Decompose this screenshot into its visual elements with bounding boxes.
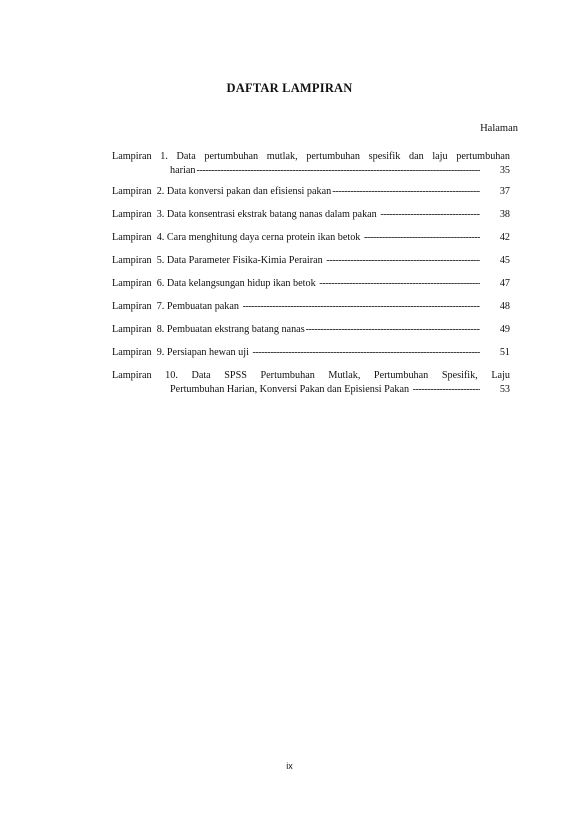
appendix-entry-4 bbox=[112, 231, 510, 245]
entry-page-number: 38 bbox=[499, 209, 510, 220]
entry-page-number: 47 bbox=[499, 278, 510, 289]
entry-text: Lampiran 2. Data konversi pakan dan efisiensi pakan bbox=[112, 186, 332, 197]
page-number-footer: ix bbox=[286, 761, 293, 771]
entry-text-line-1: Lampiran 1. Data pertumbuhan mutlak, pertumbuhan spesifik dan laju pertumbuhan bbox=[112, 151, 510, 162]
dot-leader bbox=[332, 185, 480, 199]
entry-text: Lampiran 7. Pembuatan pakan bbox=[112, 301, 242, 312]
page-column-header: Halaman bbox=[480, 123, 518, 134]
entry-page-number: 45 bbox=[499, 255, 510, 266]
entry-page-number: 48 bbox=[499, 301, 510, 312]
entry-text: Lampiran 8. Pembuatan ekstrang batang nanas bbox=[112, 324, 305, 335]
appendix-entry-7 bbox=[112, 300, 510, 314]
appendix-entry-2 bbox=[112, 185, 510, 199]
dot-leader bbox=[319, 277, 480, 291]
dot-leader bbox=[326, 254, 480, 268]
entry-text-line-2: Pertumbuhan Harian, Konversi Pakan dan Episiensi Pakan bbox=[170, 384, 412, 395]
dot-leader bbox=[380, 208, 480, 222]
dot-leader bbox=[252, 346, 480, 360]
entry-text-line-1: Lampiran 10. Data SPSS Pertumbuhan Mutlak, Pertumbuhan Spesifik, Laju bbox=[112, 370, 510, 381]
appendix-entry-6 bbox=[112, 277, 510, 291]
appendix-entry-10 bbox=[112, 369, 510, 397]
entry-page-number: 35 bbox=[499, 165, 510, 176]
entry-page-number: 51 bbox=[499, 347, 510, 358]
appendix-entry-1 bbox=[112, 150, 510, 178]
entry-page-number: 49 bbox=[499, 324, 510, 335]
dot-leader bbox=[243, 300, 480, 314]
appendix-entry-5 bbox=[112, 254, 510, 268]
appendix-entry-3 bbox=[112, 208, 510, 222]
entry-page-number: 53 bbox=[499, 384, 510, 395]
entry-text-line-2: harian bbox=[170, 165, 196, 176]
entry-text: Lampiran 6. Data kelangsungan hidup ikan betok bbox=[112, 278, 319, 289]
dot-leader bbox=[196, 164, 480, 178]
entry-text: Lampiran 4. Cara menghitung daya cerna protein ikan betok bbox=[112, 232, 363, 243]
entry-page-number: 42 bbox=[499, 232, 510, 243]
dot-leader bbox=[413, 383, 480, 397]
appendix-entry-9 bbox=[112, 346, 510, 360]
dot-leader bbox=[364, 231, 480, 245]
entry-page-number: 37 bbox=[499, 186, 510, 197]
entry-text: Lampiran 9. Persiapan hewan uji bbox=[112, 347, 252, 358]
page-title: DAFTAR LAMPIRAN bbox=[226, 81, 353, 95]
entry-text: Lampiran 3. Data konsentrasi ekstrak batang nanas dalam pakan bbox=[112, 209, 380, 220]
appendix-entry-8 bbox=[112, 323, 510, 337]
entry-text: Lampiran 5. Data Parameter Fisika-Kimia Perairan bbox=[112, 255, 326, 266]
dot-leader bbox=[306, 323, 480, 337]
